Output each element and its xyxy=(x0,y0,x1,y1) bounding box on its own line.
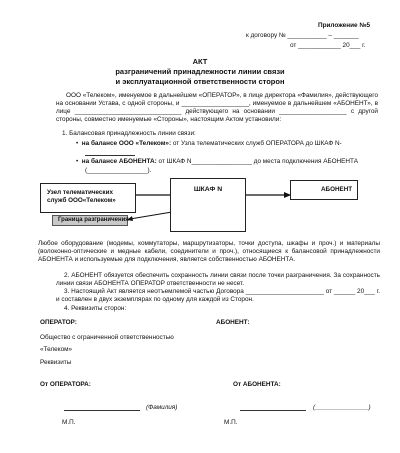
appendix-label: Приложение №5 xyxy=(318,22,371,29)
operator-company: Общество с ограниченной ответственностью xyxy=(40,334,174,341)
bullet-operator-label: на балансе ООО «Телеком»: xyxy=(81,140,172,147)
bullet-dot: • xyxy=(76,158,82,165)
subscriber-stamp: М.П. xyxy=(224,419,238,426)
act-title: АКТ xyxy=(192,57,208,66)
clause-4-text: 4. Реквизиты сторон: xyxy=(64,305,127,312)
equipment-text: Любое оборудование (модемы, коммутаторы, маршрутизаторы, точки доступа, шкафы и проч.) и материалы (волоконно-оптические и медные кабели, соединители и проч.), относящиеся к балансовой принадлежности АБОНЕНТА и используемые для подключения, является собственностью АБОНЕНТА. xyxy=(38,240,380,263)
boundary-label: Граница разграничения xyxy=(52,215,128,226)
boundary-pointer xyxy=(130,212,172,219)
operator-details: Реквизиты xyxy=(40,359,72,366)
subscriber-signature-line xyxy=(240,410,306,411)
operator-stamp: М.П. xyxy=(62,419,76,426)
operator-signature-line xyxy=(64,410,140,411)
subscriber-sign-label: От АБОНЕНТА: xyxy=(233,381,281,388)
operator-sign-label: От ОПЕРАТОРА: xyxy=(40,381,91,388)
bullet-subscriber-tail: (_________________). xyxy=(85,167,152,174)
operator-label: ОПЕРАТОР: xyxy=(40,319,77,326)
node-subscriber-label: АБОНЕНТ xyxy=(321,186,353,193)
subscriber-label: АБОНЕНТ: xyxy=(216,319,250,326)
operator-name: «Телеком» xyxy=(40,346,73,353)
operator-signer: (Фамилия) xyxy=(146,404,178,411)
node-cabinet xyxy=(170,178,246,232)
preamble-text: ООО «Телеком», именуемое в дальнейшем «ОПЕРАТОР», в лице директора «Фамилия», действующего на основании Устава, с одной стороны, и ___________________, именуемое в дальнейшем «АБОНЕНТ», в лице ______________________________ действующего на основании ___________________ с другой стороны, совместно именуемые «Стороны», настоящим Актом установили: xyxy=(56,92,378,123)
bullet-subscriber-label: на балансе АБОНЕНТА: xyxy=(81,158,157,165)
clause-1-heading: 1. Балансовая принадлежность линии связи: xyxy=(62,130,196,137)
bullet-operator-text: от Узла телематических служб ОПЕРАТОРА до ШКАФ N- xyxy=(171,140,342,147)
contract-number-line: к договору № ___________ – _______ xyxy=(246,32,359,39)
contract-date-line: от ____________ 20___ г. xyxy=(290,42,366,49)
subscriber-signer: (_______________) xyxy=(313,404,371,411)
act-subtitle-2: и эксплуатационной ответственности сторон xyxy=(115,77,285,86)
clause-2-text: 2. АБОНЕНТ обязуется обеспечить сохранность линии связи после точки разграничения. За сохранность линии связи АБОНЕНТА ОПЕРАТОР ответственности не несет. xyxy=(56,272,380,287)
clause-3-text: 3. Настоящий Акт является неотъемлемой частью Договора ______________________ от ______ 20___ г. и составлен в двух экземплярах по одному для каждой из Сторон. xyxy=(56,288,380,303)
node-operator-label: Узел телематических служб ООО«Телеком» xyxy=(47,189,116,204)
bullet-dot: • xyxy=(76,140,82,147)
act-subtitle-1: разграничений принадлежности линии связи xyxy=(115,67,285,76)
node-cabinet-label: ШКАФ N xyxy=(193,186,223,193)
node-subscriber xyxy=(290,180,358,200)
bullet-subscriber-text: от ШКАФ N_________________ до места подключения АБОНЕНТА xyxy=(156,158,358,165)
